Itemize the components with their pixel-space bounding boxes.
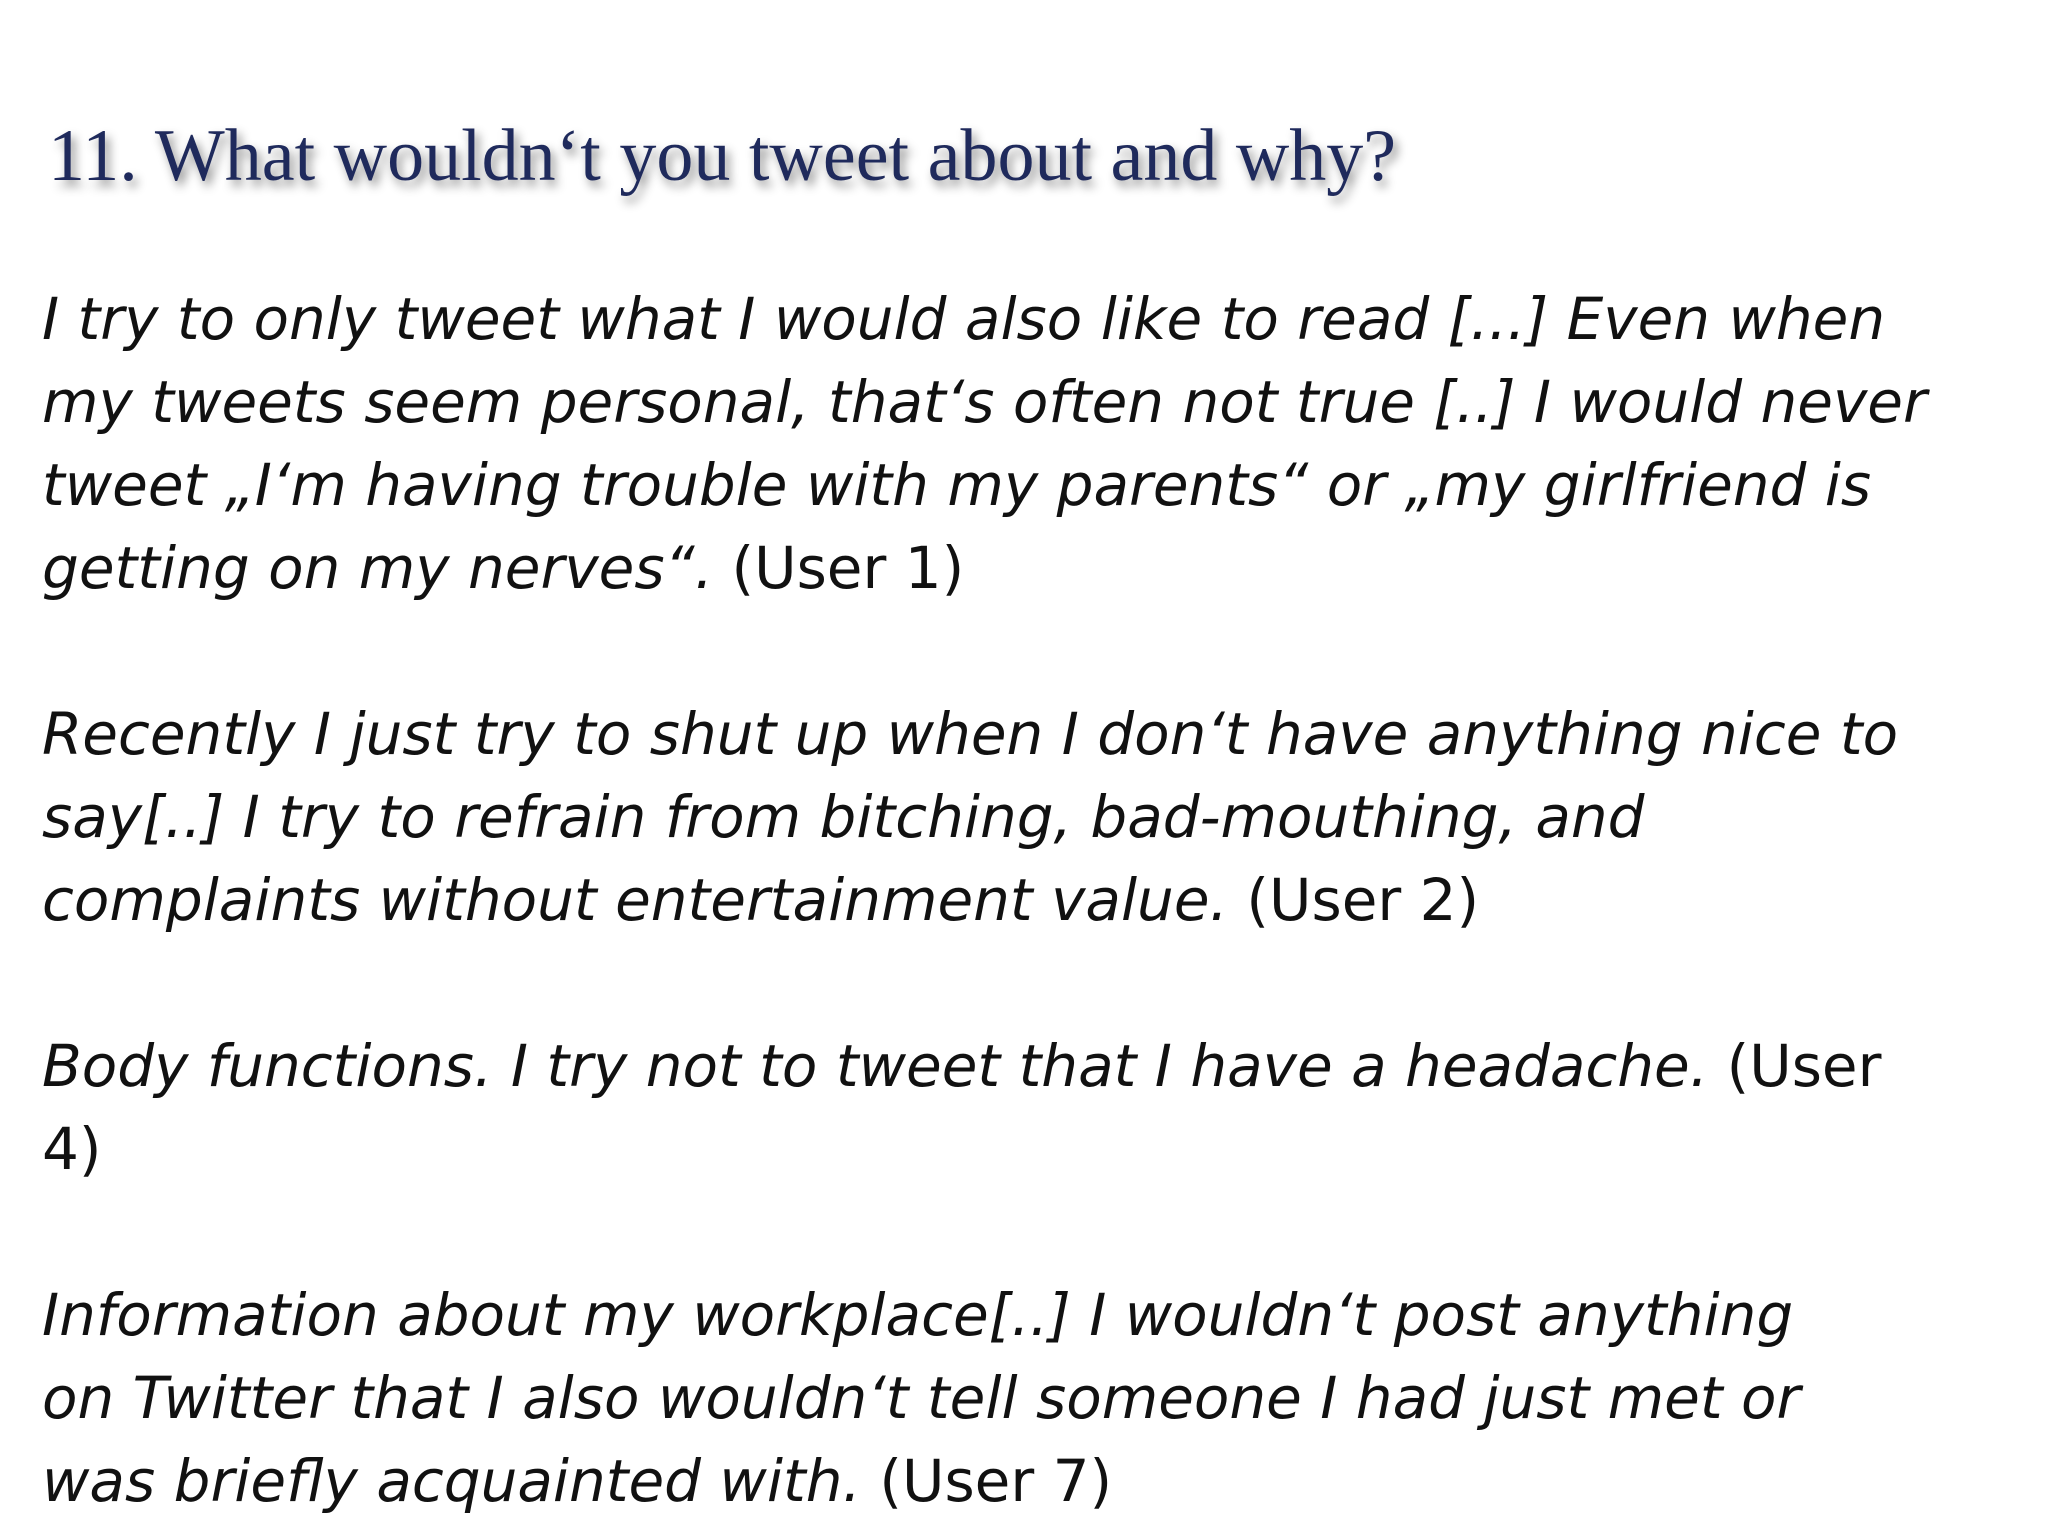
quote-user-2 xyxy=(42,693,1902,942)
quote-text: Recently I just try to shut up when I don‘t have anything nice to say[..] I try to refrain from bitching, bad-mouthing, and complaints without entertainment value. xyxy=(42,700,1899,934)
quote-text: Body functions. I try not to tweet that I have a headache. xyxy=(42,1032,1709,1100)
quote-user-4 xyxy=(42,1025,1942,1191)
quote-text: I try to only tweet what I would also like to read [...] Even when my tweets seem personal, that‘s often not true [..] I would never tweet „I‘m having trouble with my parents“ or „my girlfriend is getting on my nerves“. xyxy=(42,285,1927,602)
quote-text: Information about my workplace[..] I wouldn‘t post anything on Twitter that I also wouldn‘t tell someone I had just met or was briefly acquainted with. xyxy=(42,1281,1801,1515)
quote-list xyxy=(42,278,1982,1536)
slide-title: 11. What wouldn‘t you tweet about and why? xyxy=(48,115,1397,197)
quote-attribution: (User 7) xyxy=(879,1447,1113,1515)
quote-attribution: (User 1) xyxy=(731,534,965,602)
quote-user-7 xyxy=(42,1274,1842,1523)
quote-attribution: (User 2) xyxy=(1246,866,1480,934)
quote-user-1 xyxy=(42,278,1942,610)
quote-attribution: (User 4) xyxy=(42,1032,1882,1183)
